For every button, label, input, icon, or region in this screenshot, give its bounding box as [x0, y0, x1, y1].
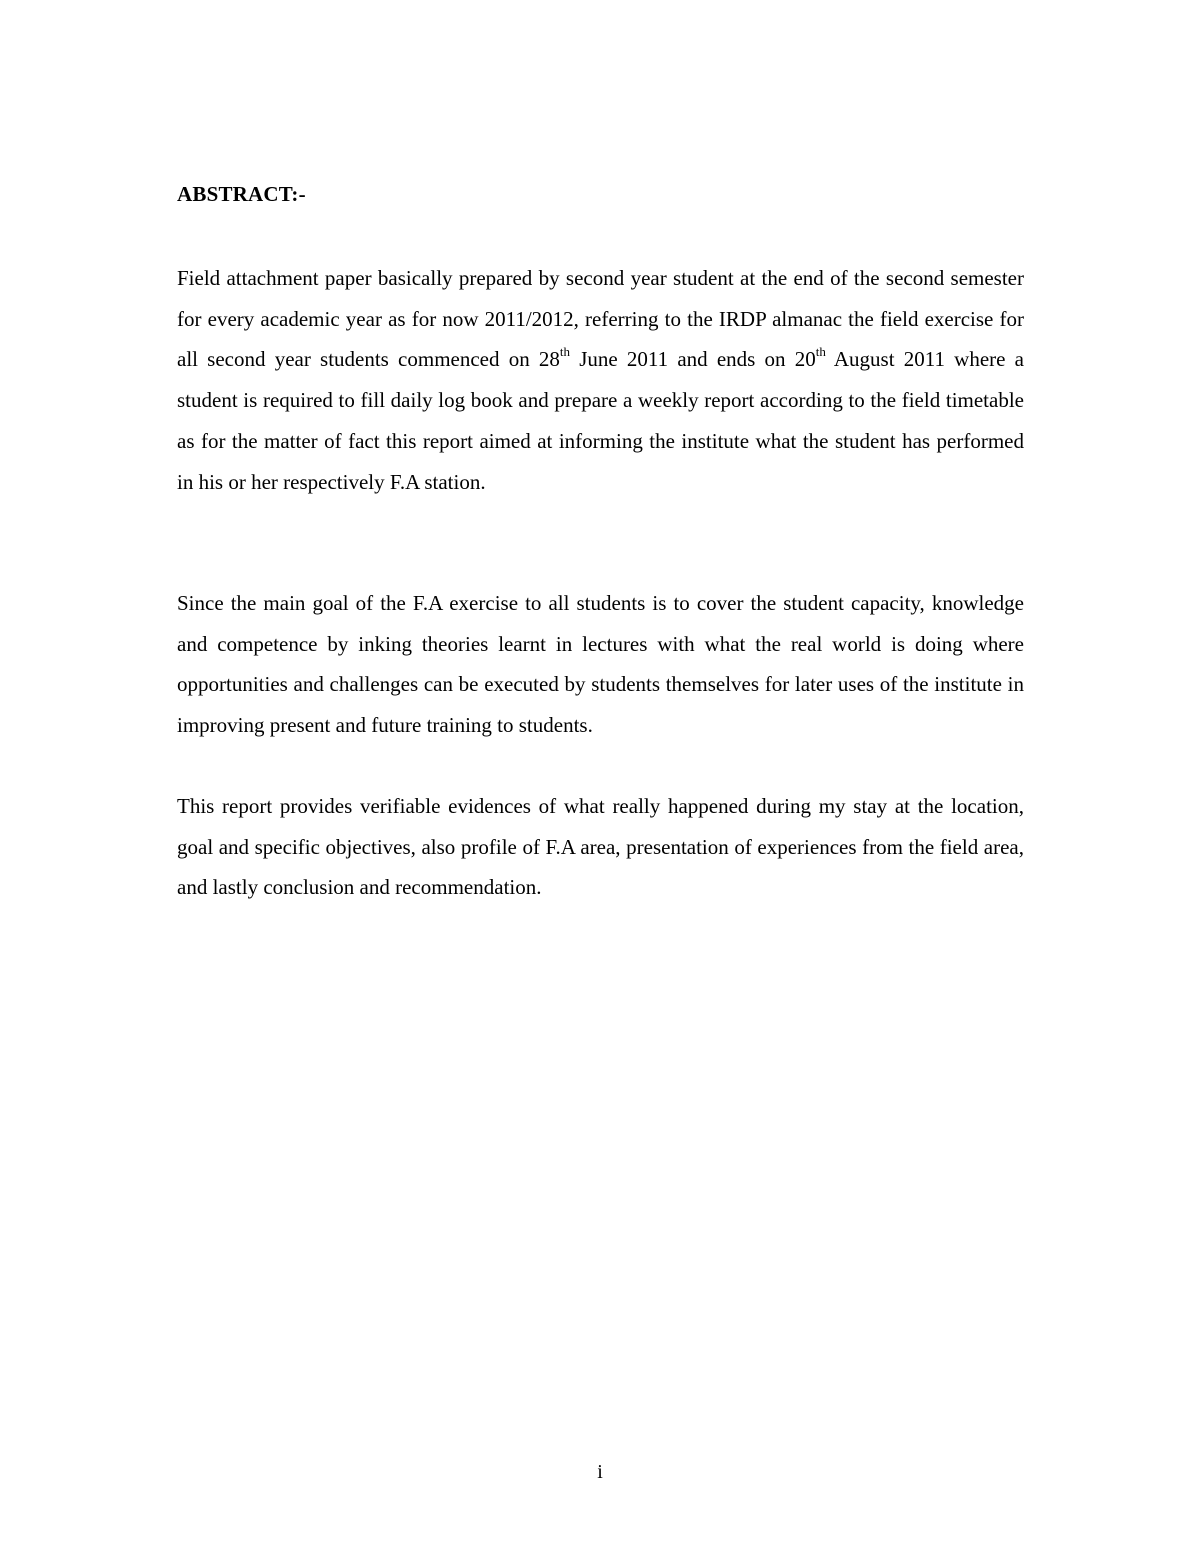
paragraph-1-text-part-2: June 2011 and ends on 20: [570, 347, 816, 372]
abstract-paragraph-2: Since the main goal of the F.A exercise to all students is to cover the student capacity, knowledge and competence by inking theories learnt in lectures with what the real world is doing where opportunities and challenges can be executed by students themselves for later uses of the institute in improving present and future training to students.: [177, 591, 1024, 738]
superscript-ordinal-1: th: [559, 344, 571, 360]
paragraph-1-text-part-3: August 2011 where a student is required to fill daily log book and prepare a weekly report according to the field timetable as for the matter of fact this report aimed at informing the institute what the student has performed in his or her respectively F.A station.: [177, 347, 1024, 494]
abstract-heading: ABSTRACT:-: [177, 182, 306, 206]
abstract-paragraph-3: This report provides verifiable evidences of what really happened during my stay at the location, goal and specific objectives, also profile of F.A area, presentation of experiences from the field area, and lastly conclusion and recommendation.: [177, 794, 1024, 900]
page-number: i: [597, 1461, 603, 1483]
paragraph-1-text-part-1: Field attachment paper basically prepared by second year student at the end of the second semester for every academic year as for now 2011/2012, referring to the IRDP almanac the field exercise for all second year students commenced on 28: [177, 266, 1024, 372]
abstract-paragraph-1: [177, 258, 1024, 502]
superscript-ordinal-2: th: [815, 344, 826, 360]
